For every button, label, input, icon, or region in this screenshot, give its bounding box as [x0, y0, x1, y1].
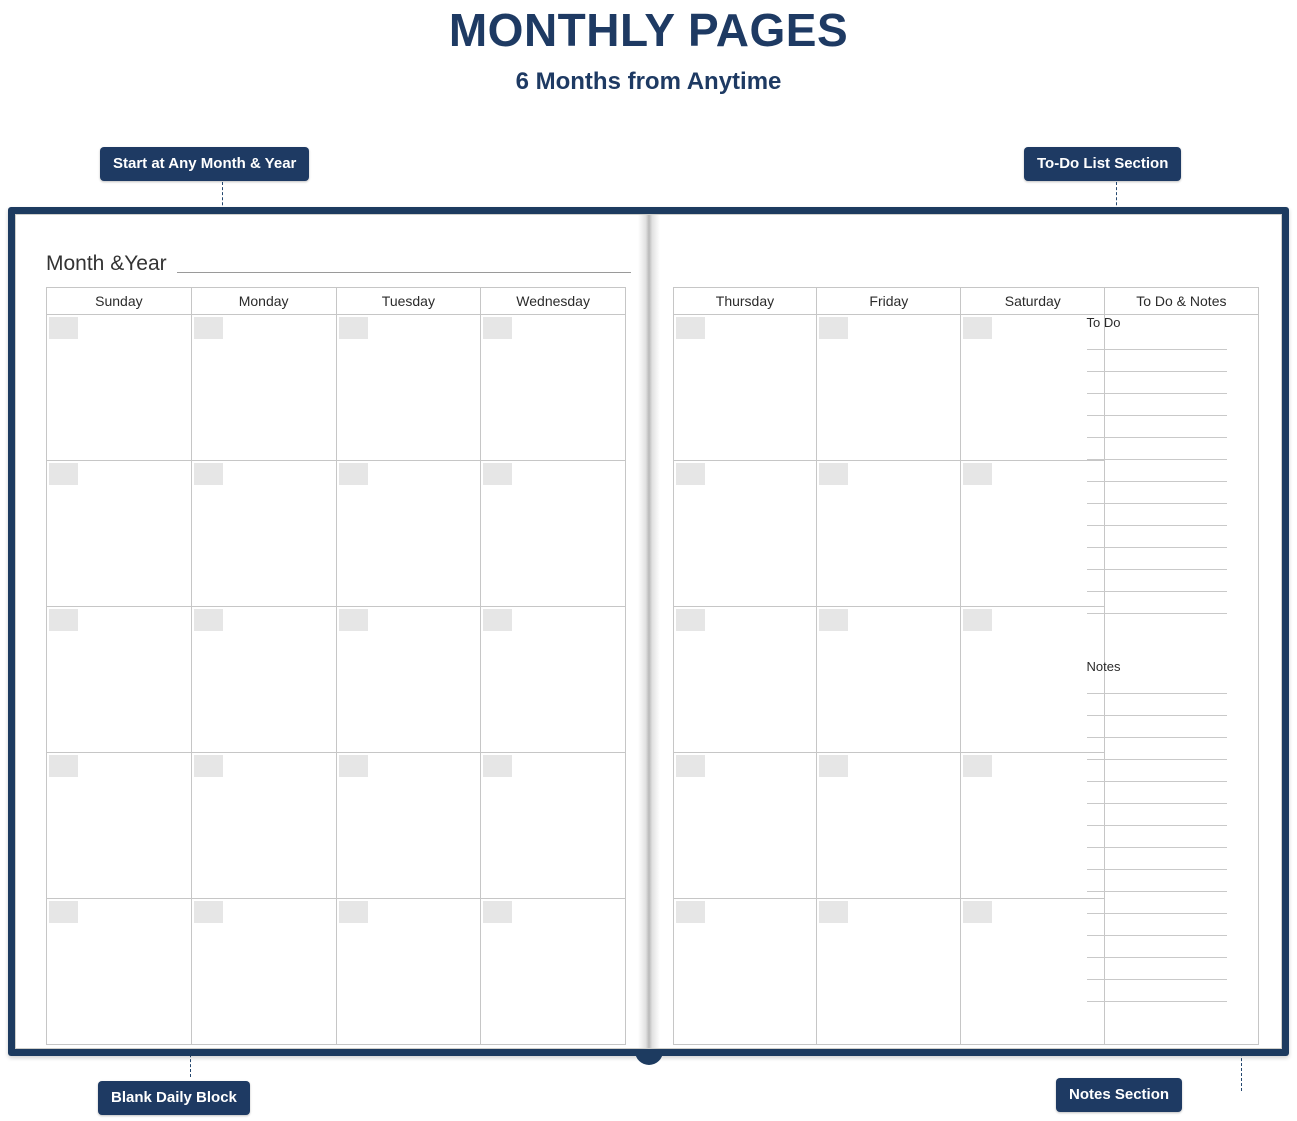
day-cell[interactable]: [336, 607, 481, 753]
todo-notes-header: To Do & Notes: [1105, 288, 1258, 315]
page-header: [0, 0, 1297, 96]
notes-line[interactable]: [1087, 847, 1227, 848]
day-number-box: [676, 901, 705, 923]
day-cell[interactable]: [961, 899, 1105, 1045]
notes-line[interactable]: [1087, 693, 1227, 694]
planner-right-page: [649, 215, 1282, 1048]
day-cell[interactable]: [47, 607, 192, 753]
callout-blank-daily-block: Blank Daily Block: [98, 1081, 250, 1115]
day-number-box: [963, 901, 992, 923]
notes-line[interactable]: [1087, 869, 1227, 870]
day-number-box: [339, 317, 368, 339]
planner-left-page: [16, 215, 649, 1048]
day-number-box: [676, 463, 705, 485]
notes-line[interactable]: [1087, 737, 1227, 738]
day-cell[interactable]: [191, 461, 336, 607]
todo-line[interactable]: [1087, 547, 1227, 548]
todo-line[interactable]: [1087, 481, 1227, 482]
day-number-box: [819, 463, 848, 485]
day-cell[interactable]: [961, 607, 1105, 753]
todo-line[interactable]: [1087, 525, 1227, 526]
day-number-box: [676, 317, 705, 339]
day-cell[interactable]: [817, 753, 961, 899]
todo-section: [1087, 315, 1227, 567]
calendar-body-left: [47, 315, 626, 1045]
planner-book: [8, 207, 1289, 1056]
notes-line[interactable]: [1087, 979, 1227, 980]
notes-line[interactable]: [1087, 781, 1227, 782]
day-number-box: [339, 755, 368, 777]
page-title: MONTHLY PAGES: [448, 4, 849, 56]
day-cell[interactable]: [336, 461, 481, 607]
callout-to-do-list-section: To-Do List Section: [1024, 147, 1181, 181]
day-number-box: [49, 609, 78, 631]
day-cell[interactable]: [191, 607, 336, 753]
day-cell[interactable]: [673, 607, 817, 753]
month-year-label: Month &Year: [46, 252, 167, 275]
day-number-box: [49, 901, 78, 923]
callout-notes-section: Notes Section: [1056, 1078, 1182, 1112]
weekday-header-thursday: Thursday: [673, 288, 817, 315]
day-cell[interactable]: [673, 315, 817, 461]
day-number-box: [963, 755, 992, 777]
day-cell[interactable]: [817, 315, 961, 461]
weekday-header-sunday: Sunday: [47, 288, 192, 315]
day-cell[interactable]: [817, 607, 961, 753]
notes-section-label: Notes: [1086, 659, 1121, 674]
callout-start-at-any-month-year: Start at Any Month & Year: [100, 147, 309, 181]
day-cell[interactable]: [673, 899, 817, 1045]
todo-line[interactable]: [1087, 371, 1227, 372]
todo-line[interactable]: [1087, 613, 1227, 614]
day-cell[interactable]: [817, 899, 961, 1045]
day-cell[interactable]: [481, 753, 626, 899]
day-number-box: [194, 609, 223, 631]
todo-line[interactable]: [1087, 503, 1227, 504]
week-row: [47, 607, 626, 753]
day-cell[interactable]: [47, 899, 192, 1045]
day-number-box: [194, 317, 223, 339]
todo-line[interactable]: [1087, 591, 1227, 592]
day-number-box: [49, 755, 78, 777]
day-cell[interactable]: [481, 899, 626, 1045]
week-row: [47, 753, 626, 899]
weekday-header-monday: Monday: [191, 288, 336, 315]
day-number-box: [49, 463, 78, 485]
day-cell[interactable]: [336, 899, 481, 1045]
day-cell[interactable]: [191, 899, 336, 1045]
day-number-box: [819, 317, 848, 339]
notes-line[interactable]: [1087, 759, 1227, 760]
todo-line[interactable]: [1087, 437, 1227, 438]
day-cell[interactable]: [191, 753, 336, 899]
day-cell[interactable]: [191, 315, 336, 461]
calendar-grid-left: [46, 287, 626, 1045]
day-number-box: [194, 901, 223, 923]
weekday-header-wednesday: Wednesday: [481, 288, 626, 315]
day-number-box: [483, 317, 512, 339]
notes-line[interactable]: [1087, 803, 1227, 804]
day-number-box: [339, 901, 368, 923]
day-cell[interactable]: [961, 461, 1105, 607]
todo-line[interactable]: [1087, 349, 1227, 350]
weekday-header-saturday: Saturday: [961, 288, 1105, 315]
day-number-box: [676, 609, 705, 631]
notes-line[interactable]: [1087, 913, 1227, 914]
day-cell[interactable]: [817, 461, 961, 607]
day-cell[interactable]: [673, 461, 817, 607]
day-number-box: [483, 755, 512, 777]
day-cell[interactable]: [481, 315, 626, 461]
notes-line[interactable]: [1087, 715, 1227, 716]
day-cell[interactable]: [47, 461, 192, 607]
todo-section-label: To Do: [1086, 315, 1121, 330]
day-number-box: [963, 463, 992, 485]
day-cell[interactable]: [336, 315, 481, 461]
notes-line[interactable]: [1087, 935, 1227, 936]
day-cell[interactable]: [481, 607, 626, 753]
month-year-field[interactable]: [46, 245, 631, 277]
todo-line[interactable]: [1087, 459, 1227, 460]
day-number-box: [819, 755, 848, 777]
book-spine-notch: [635, 1049, 663, 1065]
page-subtitle: 6 Months from Anytime: [515, 67, 782, 95]
planner-pages: [15, 214, 1282, 1049]
day-cell[interactable]: [961, 753, 1105, 899]
day-number-box: [483, 463, 512, 485]
day-number-box: [963, 317, 992, 339]
weekday-header-row-right: [673, 288, 1258, 315]
day-number-box: [819, 901, 848, 923]
day-cell[interactable]: [673, 753, 817, 899]
day-cell[interactable]: [336, 753, 481, 899]
day-cell[interactable]: [961, 315, 1105, 461]
notes-line[interactable]: [1087, 825, 1227, 826]
day-number-box: [676, 755, 705, 777]
weekday-header-tuesday: Tuesday: [336, 288, 481, 315]
day-number-box: [194, 755, 223, 777]
notes-line[interactable]: [1087, 1001, 1227, 1002]
todo-line[interactable]: [1087, 569, 1227, 570]
weekday-header-friday: Friday: [817, 288, 961, 315]
day-number-box: [483, 901, 512, 923]
day-number-box: [339, 463, 368, 485]
day-number-box: [819, 609, 848, 631]
day-number-box: [49, 317, 78, 339]
week-row: [47, 315, 626, 461]
todo-line[interactable]: [1087, 415, 1227, 416]
week-row: [47, 461, 626, 607]
day-cell[interactable]: [47, 315, 192, 461]
notes-line[interactable]: [1087, 957, 1227, 958]
day-number-box: [339, 609, 368, 631]
todo-line[interactable]: [1087, 393, 1227, 394]
weekday-header-row-left: [47, 288, 626, 315]
month-year-write-line[interactable]: [177, 271, 631, 273]
day-number-box: [194, 463, 223, 485]
notes-line[interactable]: [1087, 891, 1227, 892]
day-cell[interactable]: [481, 461, 626, 607]
notes-section: [1087, 659, 1227, 1007]
day-number-box: [483, 609, 512, 631]
week-row: [47, 899, 626, 1045]
day-number-box: [963, 609, 992, 631]
day-cell[interactable]: [47, 753, 192, 899]
